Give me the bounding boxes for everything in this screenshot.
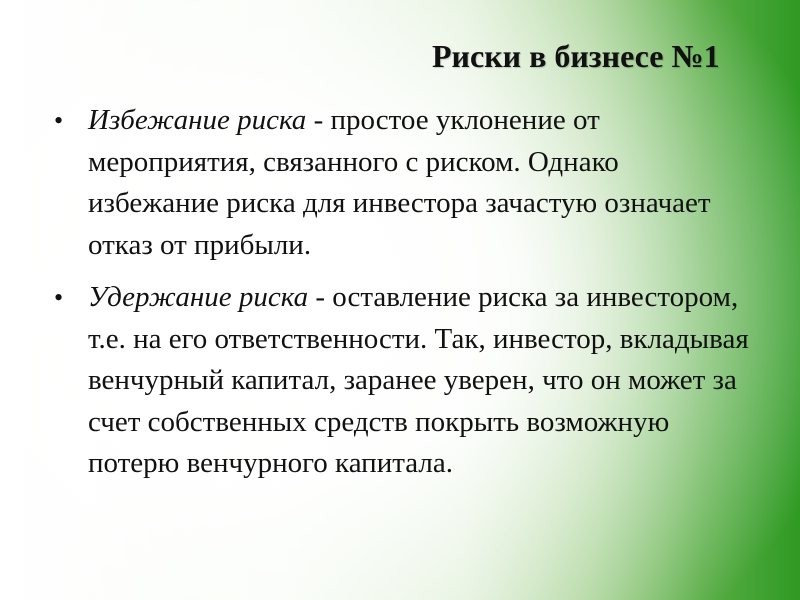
- bullet-item-risk-retention: [52, 277, 752, 485]
- bullet-term: Удержание риска: [88, 281, 309, 313]
- slide-title: Риски в бизнесе №1: [432, 38, 720, 74]
- bullet-text: - оставление риска за инвестором, т.е. на его ответственности. Так, инвестор, вкладывая венчурный капитал, заранее уверен, что он может за счет собственных средств покрыть возможную потерю венчурного капитала.: [88, 281, 749, 479]
- bullet-item-risk-avoidance: [52, 100, 752, 266]
- bullet-term: Избежание риска: [88, 104, 307, 136]
- bullet-list: [52, 100, 752, 496]
- bullet-text: - простое уклонение от мероприятия, связанного с риском. Однако избежание риска для инвестора зачастую означает отказ от прибыли.: [88, 104, 711, 261]
- bullet-icon: •: [54, 283, 64, 312]
- bullet-icon: •: [54, 106, 64, 135]
